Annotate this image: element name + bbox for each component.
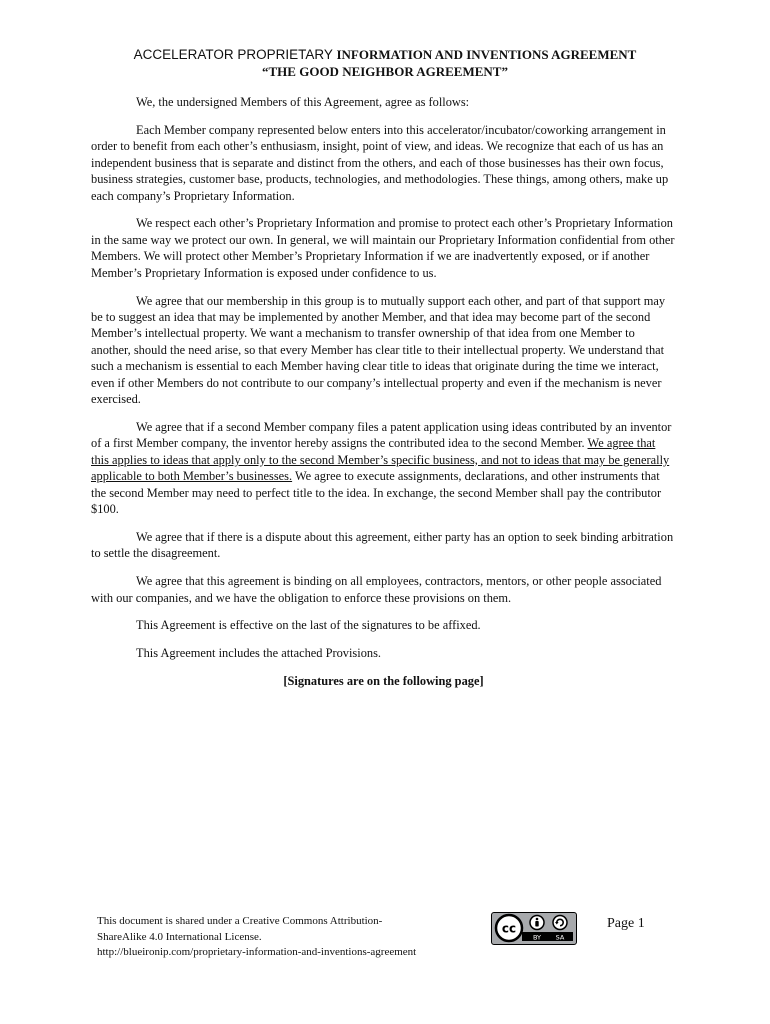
page-number: Page 1 [607,916,645,931]
title-rest: INFORMATION AND INVENTIONS AGREEMENT [336,47,637,62]
license-footer [97,914,477,961]
paragraph-effective: This Agreement is effective on the last of the signatures to be affixed. [136,618,481,633]
attribution-person-icon [530,916,544,930]
license-line-1: This document is shared under a Creative Commons Attribution- [97,915,383,927]
license-line-2: ShareAlike 4.0 International License. [97,930,262,943]
share-alike-icon [553,916,567,930]
paragraph-membership: We agree that our membership in this group is to mutually support each other, and part of that support may be to suggest an idea that may be implemented by another Member, and that idea may become part of the second Member’s intellectual property. We want a mechanism to transfer ownership of that idea from one Member to another, should the need arise, so that every Member has clear title to their intellectual property. We understand that such a mechanism is essential to each Member having clear title to ideas that originate during the time we interact, even if other Members do not contribute to our company’s intellectual property and even if the mechanism is never exercised. [91,293,666,406]
paragraph-intro: We, the undersigned Members of this Agreement, agree as follows: [136,95,470,109]
svg-text:cc: cc [501,921,517,936]
patent-text-b: We agree to execute assignments, declarations, and other instruments that the second Member may need to perfect title to the idea. In exchange, the second Member shall pay the contributor $100. [91,469,662,516]
license-url: http://blueironip.com/proprietary-information-and-inventions-agreement [97,946,417,958]
title-lead: ACCELERATOR PROPRIETARY [133,47,337,62]
paragraph-members: Each Member company represented below enters into this accelerator/incubator/coworking arrangement in order to benefit from each other’s enthusiasm, insight, point of view, and ideas. We recognize that each of us has an independent business that is separate and distinct from the others, and each of those businesses has their own focus, business strategies, customer base, products, technologies, and methodologies. These things, among others, make up each company’s Proprietary Information. [91,122,669,203]
patent-underlined-text: We agree that this applies to ideas that apply only to the second Member’s specific business, and not to ideas that may be generally applicable to both Member’s businesses. [91,436,670,484]
agreement-body [91,94,676,701]
document-subtitle: “THE GOOD NEIGHBOR AGREEMENT” [262,64,508,79]
document-title [0,46,770,80]
paragraph-provisions: This Agreement includes the attached Provisions. [136,646,382,661]
badge-sa-label: SA [555,933,565,942]
paragraph-patent [91,419,676,517]
patent-text-a: We agree that if a second Member company files a patent application using ideas contributed by an inventor of a first Member company, the inventor hereby assigns the contributed idea to the second Member. [91,419,672,451]
signatures-note: [Signatures are on the following page] [283,674,484,689]
cc-by-sa-icon [491,912,577,945]
badge-by-label: BY [532,933,542,942]
title-line [0,46,770,63]
paragraph-respect: We respect each other’s Proprietary Information and promise to protect each other’s Proprietary Information in the same way we protect our own. In general, we will maintain our Proprietary Information confidential from other Members. We will protect other Member’s Proprietary Information if we are inadvertently exposed, or if another Member’s Proprietary Information is exposed under confidence to us. [91,216,675,280]
paragraph-binding: We agree that this agreement is binding on all employees, contractors, mentors, or other people associated with our companies, and we have the obligation to enforce these provisions on them. [91,574,662,605]
paragraph-dispute: We agree that if there is a dispute about this agreement, either party has an option to seek binding arbitration to settle the disagreement. [91,529,674,561]
